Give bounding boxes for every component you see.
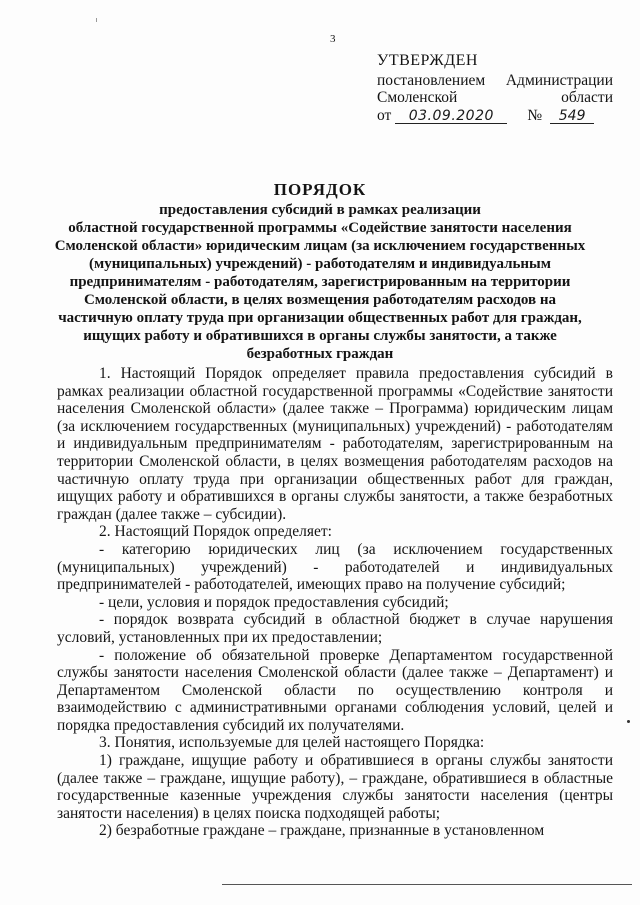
page-number: 3 (330, 33, 336, 45)
list-item-control: - положение об обязательной проверке Департаментом государственной службы занятости населения Смоленской области (далее также – Департамент) и Департаментом Смоленской области по осуществлению контроля и взаимодействию с административными органами соблюдения условий, целей и порядка предоставления субсидий их получателями. (57, 646, 613, 734)
document-title (40, 180, 600, 363)
title-line: частичную оплату труда при организации общественных работ для граждан, (58, 310, 582, 326)
definition-2: 2) безработные граждане – граждане, признанные в установленном (99, 822, 545, 840)
definition-1: 1) граждане, ищущие работу и обратившиеся в органы службы занятости (далее также – граждане, ищущие работу), – граждане, обратившиеся в областные государственные казенные учреждения службы занятости населения (центры занятости населения) в целях поиска подходящей работы; (57, 752, 613, 822)
title-line: областной государственной программы «Содействие занятости населения (68, 220, 572, 236)
date-prefix: от (377, 107, 392, 124)
title-line: Смоленской области» юридическим лицам (за исключением государственных (54, 238, 586, 254)
title-line: предоставления субсидий в рамках реализации (159, 202, 481, 218)
approval-date-line (377, 107, 613, 124)
title-line: безработных граждан (246, 346, 394, 362)
scan-mark (96, 18, 97, 22)
title-line: Смоленской области, в целях возмещения работодателям расходов на (83, 292, 557, 308)
title-line: ищущих работу и обратившихся в органы службы занятости, а также (83, 328, 557, 344)
handwritten-date: 03.09.2020 (395, 109, 507, 124)
title-main: ПОРЯДОК (273, 180, 367, 199)
approval-line-1: постановлением Администрации (377, 72, 613, 89)
scan-bottom-line (222, 884, 632, 885)
title-subtitle (40, 201, 600, 363)
scan-dot (627, 720, 630, 723)
number-label: № (527, 107, 543, 124)
paragraph-2: 2. Настоящий Порядок определяет: (99, 523, 332, 541)
list-item-category: - категорию юридических лиц (за исключением государственных (муниципальных) учреждений) - работодателей и индивидуальных предпринимателей - работодателей, имеющих право на получение субсидий; (57, 540, 613, 594)
list-item-goals: - цели, условия и порядок предоставления субсидий; (99, 593, 449, 611)
approval-block (377, 52, 613, 124)
approval-line-2: Смоленской области (377, 89, 613, 106)
paragraph-1: 1. Настоящий Порядок определяет правила предоставления субсидий в рамках реализации областной государственной программы «Содействие занятости населения Смоленской области» (далее также – Программа) юридическим лицам (за исключением государственных (муниципальных) учреждений) - работодателям и индивидуальным предпринимателям - работодателям, зарегистрированным на территории Смоленской области, в целях возмещения работодателям расходов на частичную оплату труда при организации общественных работ для граждан, ищущих работу и обратившихся в органы службы занятости, а также безработных граждан (далее также – субсидии). (57, 365, 613, 523)
approval-heading: УТВЕРЖДЕН (377, 52, 478, 69)
title-line: (муниципальных) учреждений) - работодателям и индивидуальным (88, 256, 551, 272)
document-body (57, 365, 613, 840)
paragraph-3: 3. Понятия, используемые для целей настоящего Порядка: (99, 734, 485, 752)
handwritten-number: 549 (550, 109, 594, 124)
list-item-return: - порядок возврата субсидий в областной бюджет в случае нарушения условий, установленных при их предоставлении; (57, 611, 613, 646)
title-line: предпринимателям - работодателям, зарегистрированным на территории (69, 274, 571, 290)
